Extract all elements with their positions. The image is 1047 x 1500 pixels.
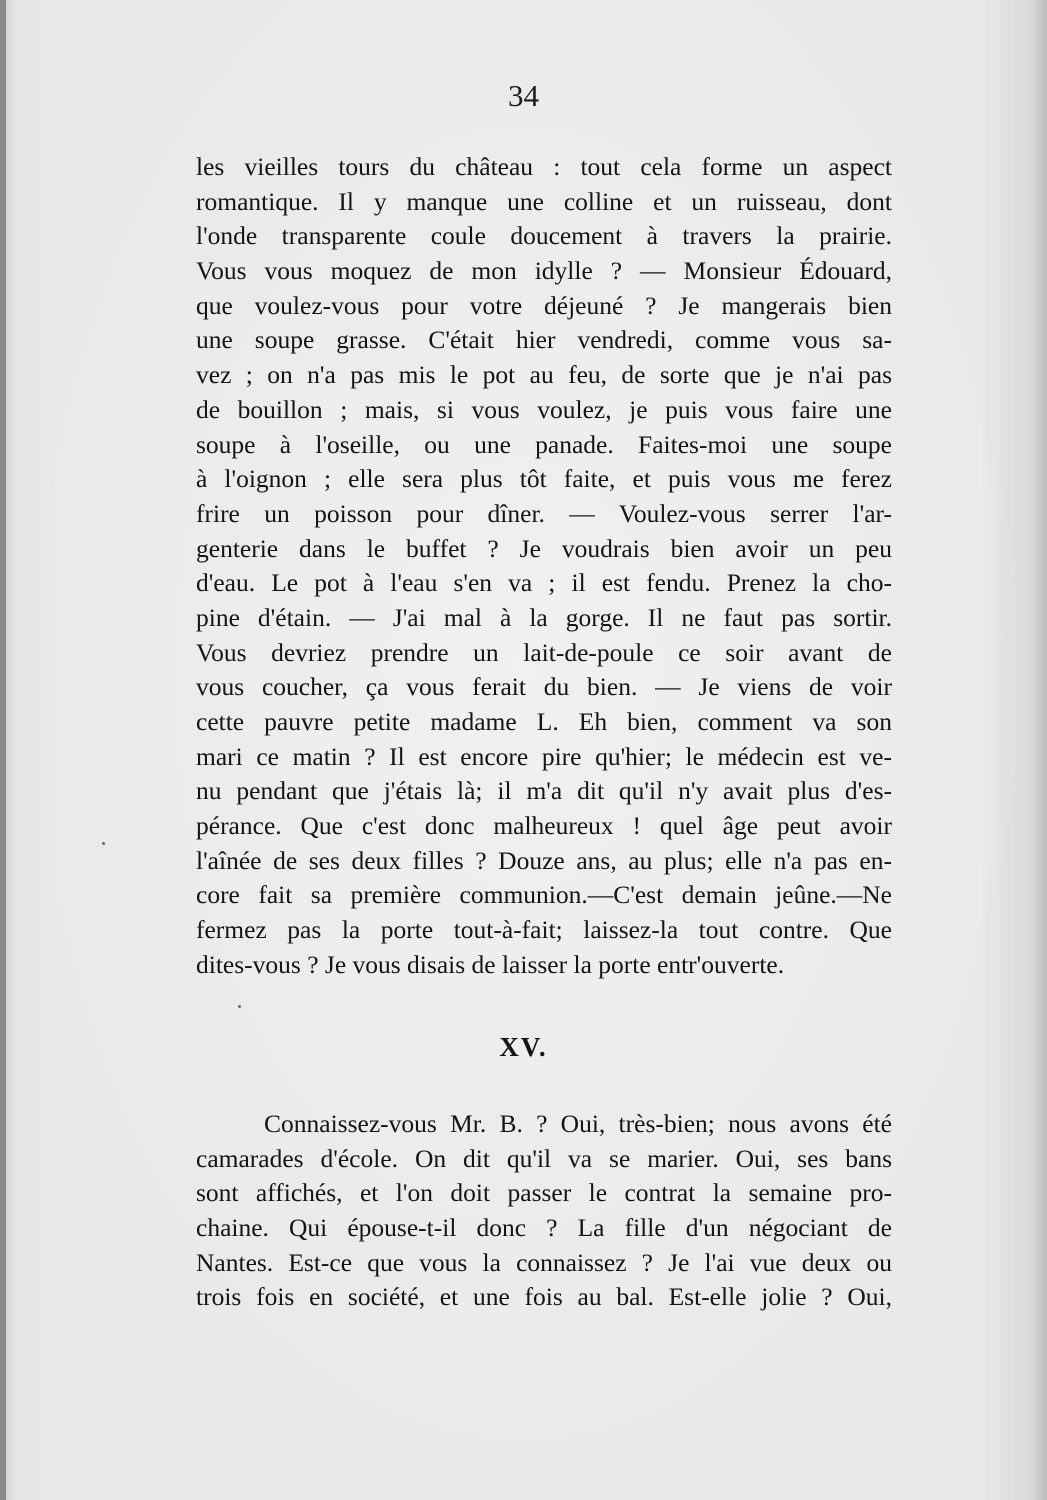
- text-line: les vieilles tours du château : tout cela forme un aspect: [196, 152, 892, 181]
- text-line: sont affichés, et l'on doit passer le contrat la semaine pro-: [196, 1178, 892, 1208]
- text-line: mari ce matin ? Il est encore pire qu'hier; le médecin est ve-: [196, 741, 892, 771]
- section-heading: XV.: [499, 1032, 548, 1062]
- text-line: pérance. Que c'est donc malheureux ! quel âge peut avoir: [196, 811, 892, 841]
- text-line: Nantes. Est-ce que vous la connaissez ? Je l'ai vue deux ou: [196, 1247, 892, 1277]
- text-line: vous coucher, ça vous ferait du bien. — Je viens de voir: [196, 672, 892, 702]
- text-line: une soupe grasse. C'était hier vendredi, comme vous sa-: [196, 325, 892, 355]
- text-line: Vous devriez prendre un lait-de-poule ce soir avant de: [196, 637, 892, 667]
- text-line: trois fois en société, et une fois au bal. Est-elle jolie ? Oui,: [196, 1282, 892, 1312]
- text-line: que voulez-vous pour votre déjeuné ? Je mangerais bien: [196, 290, 892, 320]
- text-line: l'aînée de ses deux filles ? Douze ans, au plus; elle n'a pas en-: [196, 845, 892, 875]
- page-edge-shadow: [0, 0, 6, 1500]
- text-line: cette pauvre petite madame L. Eh bien, comment va son: [196, 707, 892, 736]
- text-line: fermez pas la porte tout-à-fait; laissez-la tout contre. Que: [196, 915, 892, 945]
- page-number: 34: [508, 78, 539, 113]
- text-line: pine d'étain. — J'ai mal à la gorge. Il ne faut pas sortir.: [196, 602, 892, 632]
- text-line: Vous vous moquez de mon idylle ? — Monsieur Édouard,: [196, 256, 892, 286]
- paragraph-section-xv: [196, 1107, 892, 1315]
- text-line: chaine. Qui épouse-t-il donc ? La fille d'un négociant de: [196, 1213, 892, 1243]
- paper-speck: [238, 1005, 241, 1008]
- text-line: camarades d'école. On dit qu'il va se marier. Oui, ses bans: [196, 1143, 892, 1173]
- text-line: core fait sa première communion.—C'est demain jeûne.—Ne: [196, 880, 892, 910]
- text-line: d'eau. Le pot à l'eau s'en va ; il est fendu. Prenez la cho-: [196, 568, 892, 598]
- text-line: frire un poisson pour dîner. — Voulez-vous serrer l'ar-: [196, 498, 892, 528]
- text-line: vez ; on n'a pas mis le pot au feu, de sorte que je n'ai pas: [196, 360, 892, 390]
- paper-speck: [102, 842, 105, 845]
- paragraph-dialogue-continued: [196, 150, 892, 983]
- text-line: romantique. Il y manque une colline et un ruisseau, dont: [196, 186, 892, 216]
- text-line: de bouillon ; mais, si vous voulez, je puis vous faire une: [196, 394, 892, 424]
- text-line: dites-vous ? Je vous disais de laisser la porte entr'ouverte.: [196, 949, 785, 979]
- text-line: nu pendant que j'étais là; il m'a dit qu'il n'y avait plus d'es-: [196, 776, 892, 806]
- text-line: l'onde transparente coule doucement à travers la prairie.: [196, 221, 892, 251]
- text-line: à l'oignon ; elle sera plus tôt faite, et puis vous me ferez: [196, 464, 892, 494]
- text-line: genterie dans le buffet ? Je voudrais bien avoir un peu: [196, 533, 892, 563]
- text-line: soupe à l'oseille, ou une panade. Faites-moi une soupe: [196, 429, 892, 459]
- text-line: Connaissez-vous Mr. B. ? Oui, très-bien; nous avons été: [264, 1109, 892, 1138]
